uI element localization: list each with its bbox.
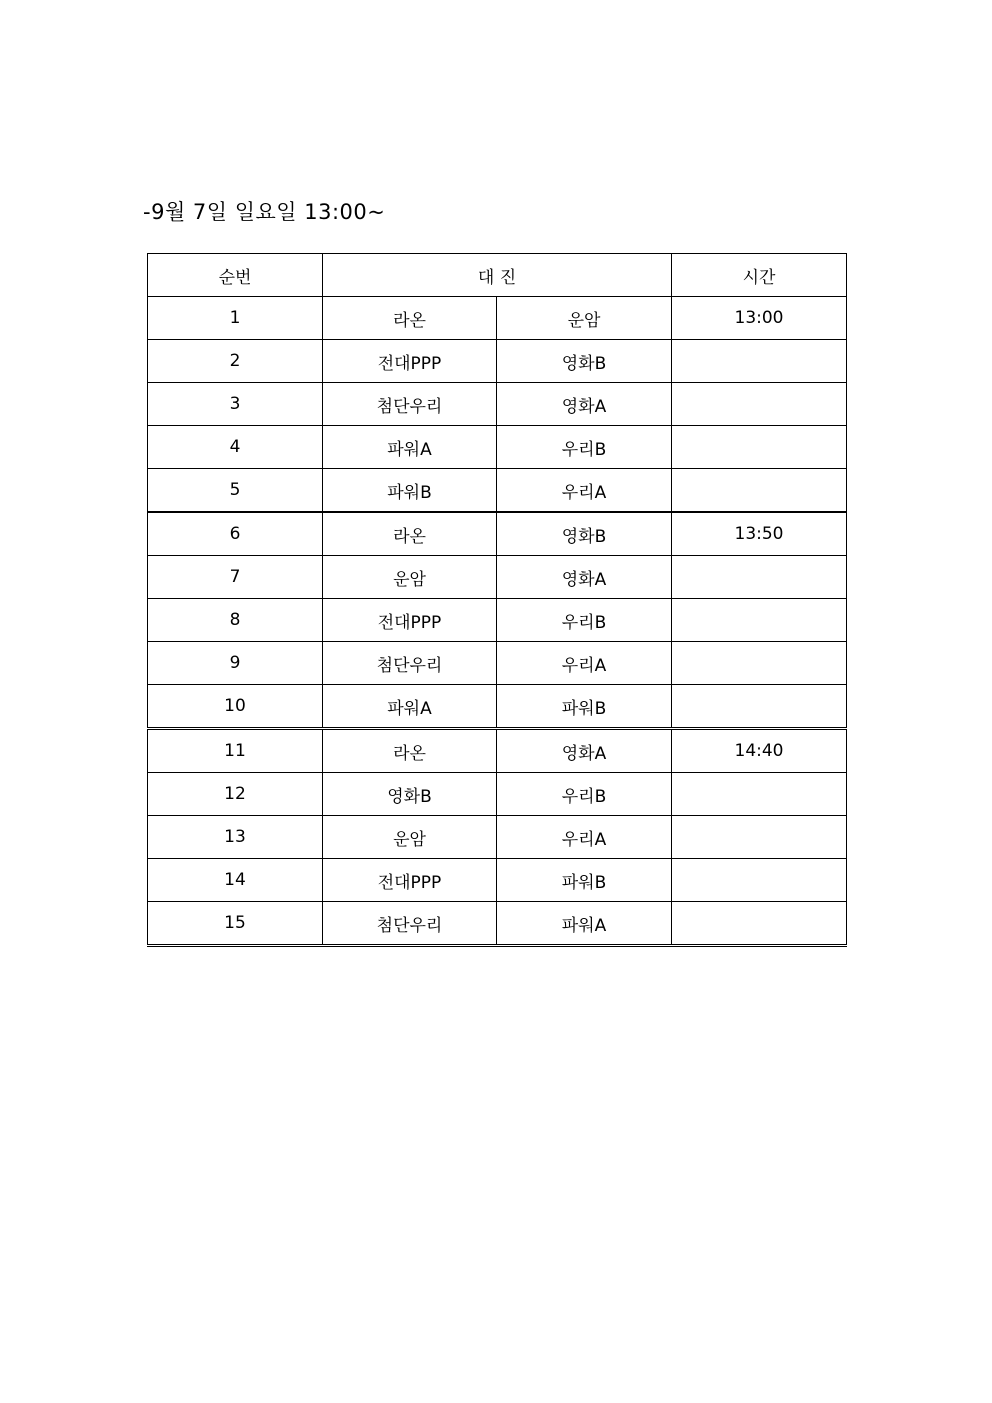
row-number: 13 <box>148 816 323 859</box>
team-a: 첨단우리 <box>323 902 497 946</box>
team-a: 파워B <box>323 469 497 513</box>
row-number: 7 <box>148 556 323 599</box>
header-time: 시간 <box>672 254 847 297</box>
team-b: 영화B <box>497 512 672 556</box>
match-time: 14:40 <box>672 729 847 773</box>
row-number: 4 <box>148 426 323 469</box>
team-b: 파워B <box>497 685 672 729</box>
team-b: 우리A <box>497 642 672 685</box>
team-a: 첨단우리 <box>323 383 497 426</box>
row-number: 10 <box>148 685 323 729</box>
row-number: 12 <box>148 773 323 816</box>
team-a: 첨단우리 <box>323 642 497 685</box>
team-a: 파워A <box>323 685 497 729</box>
team-a: 영화B <box>323 773 497 816</box>
row-number: 8 <box>148 599 323 642</box>
team-b: 우리B <box>497 599 672 642</box>
match-time <box>672 556 847 599</box>
match-time <box>672 383 847 426</box>
table-row <box>148 556 847 599</box>
match-time <box>672 816 847 859</box>
header-number: 순번 <box>148 254 323 297</box>
team-b: 파워A <box>497 902 672 946</box>
team-b: 우리A <box>497 469 672 513</box>
team-b: 우리A <box>497 816 672 859</box>
row-number: 6 <box>148 512 323 556</box>
team-b: 우리B <box>497 426 672 469</box>
team-a: 파워A <box>323 426 497 469</box>
table-row <box>148 816 847 859</box>
table-row <box>148 426 847 469</box>
match-time <box>672 685 847 729</box>
row-number: 14 <box>148 859 323 902</box>
row-number: 15 <box>148 902 323 946</box>
row-number: 9 <box>148 642 323 685</box>
match-time <box>672 773 847 816</box>
header-match: 대 진 <box>323 254 672 297</box>
team-a: 전대PPP <box>323 599 497 642</box>
match-time <box>672 469 847 513</box>
team-b: 파워B <box>497 859 672 902</box>
schedule-title: -9월 7일 일요일 13:00~ <box>143 200 386 224</box>
table-row <box>148 859 847 902</box>
table-row <box>148 685 847 729</box>
row-number: 1 <box>148 297 323 340</box>
team-a: 라온 <box>323 297 497 340</box>
team-b: 우리B <box>497 773 672 816</box>
team-b: 영화B <box>497 340 672 383</box>
table-row <box>148 512 847 556</box>
table-row <box>148 383 847 426</box>
table-header-row <box>148 254 847 297</box>
match-time <box>672 340 847 383</box>
match-time: 13:00 <box>672 297 847 340</box>
team-a: 라온 <box>323 729 497 773</box>
match-schedule-table <box>147 253 847 947</box>
row-number: 2 <box>148 340 323 383</box>
team-b: 영화A <box>497 729 672 773</box>
row-number: 5 <box>148 469 323 513</box>
team-a: 전대PPP <box>323 859 497 902</box>
match-time <box>672 599 847 642</box>
match-time <box>672 426 847 469</box>
table-row <box>148 773 847 816</box>
table-row <box>148 469 847 513</box>
team-b: 영화A <box>497 383 672 426</box>
team-a: 전대PPP <box>323 340 497 383</box>
row-number: 3 <box>148 383 323 426</box>
team-b: 영화A <box>497 556 672 599</box>
table-row <box>148 729 847 773</box>
row-number: 11 <box>148 729 323 773</box>
table-row <box>148 297 847 340</box>
team-a: 운암 <box>323 816 497 859</box>
table-row <box>148 642 847 685</box>
match-time: 13:50 <box>672 512 847 556</box>
match-time <box>672 902 847 946</box>
table-row <box>148 902 847 946</box>
team-b: 운암 <box>497 297 672 340</box>
team-a: 라온 <box>323 512 497 556</box>
match-time <box>672 859 847 902</box>
table-row <box>148 599 847 642</box>
match-time <box>672 642 847 685</box>
table-row <box>148 340 847 383</box>
team-a: 운암 <box>323 556 497 599</box>
